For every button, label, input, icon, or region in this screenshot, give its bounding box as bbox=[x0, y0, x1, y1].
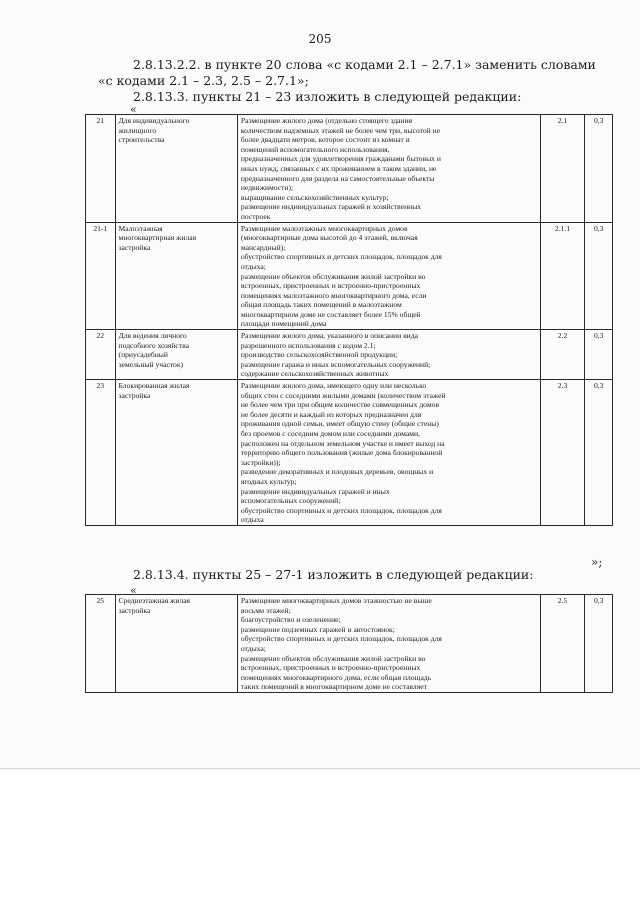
row-description-line: размещение индивидуальных гаражей и иных bbox=[240, 486, 390, 496]
row-name bbox=[115, 115, 237, 223]
land-use-table-2 bbox=[85, 594, 613, 693]
row-description-line: размещение гаража и иных вспомогательных сооружений; bbox=[240, 359, 431, 369]
row-description-line: недвижимости); bbox=[240, 183, 294, 193]
row-value: 0,3 bbox=[585, 115, 613, 223]
row-description-line: ягодных культур; bbox=[240, 476, 297, 486]
table-row bbox=[86, 595, 613, 693]
row-description bbox=[237, 330, 540, 380]
row-description-line: общих стен с соседними жилыми домами (количеством этажей bbox=[240, 390, 446, 400]
row-description-line: разрешенного использования с кодом 2.1; bbox=[240, 340, 376, 350]
row-description-line: территорию общего пользования (жилые дома блокированной bbox=[240, 448, 443, 458]
row-description-line: содержание сельскохозяйственных животных bbox=[240, 369, 389, 379]
row-description-line: обустройство спортивных и детских площадок, площадок для bbox=[240, 252, 442, 262]
row-name-line: застройка bbox=[118, 242, 151, 252]
row-name bbox=[115, 595, 237, 693]
row-value: 0,3 bbox=[585, 380, 613, 526]
row-name bbox=[115, 330, 237, 380]
row-name-line: земельный участок) bbox=[118, 359, 184, 369]
row-description bbox=[237, 222, 540, 330]
row-name-line: многоквартирная жилая bbox=[118, 233, 197, 243]
row-description-line: Размещение жилого дома (отдельно стоящего здания bbox=[240, 116, 413, 125]
row-description-line: вспомогательных сооружений; bbox=[240, 496, 341, 506]
row-description-line: многоквартирном доме не составляет более 15% общей bbox=[240, 309, 421, 319]
row-description-line: иных нужд, связанных с их проживанием в таком здании, не bbox=[240, 163, 437, 173]
paragraph-2-8-13-2-2-line2: «с кодами 2.1 – 2.3, 2.5 – 2.7.1»; bbox=[98, 73, 309, 88]
row-description-line: без проемов с соседним домом или соседними домами, bbox=[240, 429, 420, 438]
row-code: 2.5 bbox=[540, 595, 585, 693]
row-description-line: размещение объектов обслуживания жилой застройки во bbox=[240, 653, 426, 663]
row-description-line: благоустройство и озеленение; bbox=[240, 615, 341, 625]
row-name-line: Среднеэтажная жилая bbox=[118, 596, 191, 605]
land-use-table-1 bbox=[85, 114, 613, 526]
row-description-line: Размещение жилого дома, указанного в описании вида bbox=[240, 331, 418, 341]
row-description-line: размещение объектов обслуживания жилой застройки во bbox=[240, 271, 426, 281]
row-description-line: помещений вспомогательного использования, bbox=[240, 144, 390, 154]
row-description bbox=[237, 595, 540, 693]
row-description-line: размещение индивидуальных гаражей и хозяйственных bbox=[240, 202, 422, 212]
row-code: 2.2 bbox=[540, 330, 585, 380]
row-description-line: расположен на отдельном земельном участке и имеет выход на bbox=[240, 438, 445, 448]
row-description-line: восьми этажей; bbox=[240, 605, 291, 615]
row-name bbox=[115, 380, 237, 526]
row-name-line: застройка bbox=[118, 605, 151, 615]
table-row bbox=[86, 380, 613, 526]
row-description-line: помещениях малоэтажного многоквартирного дома, если bbox=[240, 290, 427, 300]
row-description-line: не более чем три при общем количестве совмещенных домов bbox=[240, 400, 440, 410]
row-description-line: не более десяти и каждый из которых предназначен для bbox=[240, 409, 422, 419]
row-value: 0,3 bbox=[585, 595, 613, 693]
row-number: 22 bbox=[86, 330, 116, 380]
row-name-line: Малоэтажная bbox=[118, 223, 163, 233]
row-description-line: проживания одной семьи, имеет общую стену (общие стены) bbox=[240, 419, 439, 429]
row-description-line: обустройство спортивных и детских площадок, площадок для bbox=[240, 634, 442, 644]
row-code: 2.1.1 bbox=[540, 222, 585, 330]
row-description-line: Размещение малоэтажных многоквартирных домов bbox=[240, 223, 408, 233]
closing-quote: »; bbox=[591, 555, 603, 569]
row-value: 0,3 bbox=[585, 222, 613, 330]
row-description bbox=[237, 380, 540, 526]
row-description-line: предназначенного для раздела на самостоятельные объекты bbox=[240, 173, 435, 183]
row-name-line: (приусадебный bbox=[118, 350, 168, 360]
row-number: 21 bbox=[86, 115, 116, 223]
paragraph-2-8-13-2-2-line1: 2.8.13.2.2. в пункте 20 слова «с кодами 2.1 – 2.7.1» заменить словами bbox=[133, 57, 596, 72]
row-description-line: таких помещений в многоквартирном доме не составляет bbox=[240, 682, 427, 692]
table-row bbox=[86, 115, 613, 223]
row-name-line: Блокированная жилая bbox=[118, 381, 190, 391]
row-description-line: Размещение многоквартирных домов этажностью не выше bbox=[240, 596, 432, 605]
row-description-line: Размещение жилого дома, имеющего одну или несколько bbox=[240, 381, 427, 391]
row-description-line: встроенных, пристроенных и встроенно-пристроенных bbox=[240, 663, 421, 673]
paragraph-2-8-13-3: 2.8.13.3. пункты 21 – 23 изложить в следующей редакции: bbox=[133, 89, 522, 104]
row-description bbox=[237, 115, 540, 223]
row-name-line: застройка bbox=[118, 390, 151, 400]
row-description-line: производство сельскохозяйственной продукции; bbox=[240, 350, 398, 360]
opening-quote-2: « bbox=[130, 584, 137, 597]
row-name bbox=[115, 222, 237, 330]
paragraph-2-8-13-4: 2.8.13.4. пункты 25 – 27-1 изложить в следующей редакции: bbox=[133, 567, 534, 582]
row-description-line: отдыха; bbox=[240, 643, 266, 653]
page-number: 205 bbox=[308, 32, 332, 46]
row-description-line: отдыха bbox=[240, 515, 264, 525]
row-description-line: обустройство спортивных и детских площадок, площадок для bbox=[240, 505, 442, 515]
row-number: 21-1 bbox=[86, 222, 116, 330]
row-code: 2.3 bbox=[540, 380, 585, 526]
row-name-line: подсобного хозяйства bbox=[118, 340, 189, 350]
row-description-line: разведение декоративных и плодовых деревьев, овощных и bbox=[240, 467, 434, 477]
row-description-line: выращивание сельскохозяйственных культур; bbox=[240, 192, 389, 202]
row-name-line: строительства bbox=[118, 135, 165, 145]
row-description-line: (многоквартирные дома высотой до 4 этажей, включая bbox=[240, 233, 418, 243]
row-name-line: Для ведения личного bbox=[118, 331, 187, 341]
row-name-line: жилищного bbox=[118, 125, 157, 135]
row-description-line: общая площадь таких помещений в малоэтажном bbox=[240, 300, 402, 310]
row-number: 25 bbox=[86, 595, 116, 693]
row-description-line: площади помещений дома bbox=[240, 319, 327, 329]
row-value: 0,3 bbox=[585, 330, 613, 380]
row-number: 23 bbox=[86, 380, 116, 526]
table-row bbox=[86, 222, 613, 330]
row-description-line: построек bbox=[240, 211, 271, 221]
row-description-line: помещениях многоквартирного дома, если общая площадь bbox=[240, 672, 432, 682]
row-description-line: мансардный); bbox=[240, 242, 286, 252]
row-description-line: размещение подземных гаражей и автостоянок; bbox=[240, 624, 395, 634]
row-description-line: отдыха; bbox=[240, 261, 266, 271]
table-row bbox=[86, 330, 613, 380]
opening-quote: « bbox=[130, 103, 137, 116]
row-description-line: застройки)); bbox=[240, 457, 281, 467]
row-name-line: Для индивидуального bbox=[118, 116, 190, 125]
row-description-line: более двадцати метров, которое состоит из комнат и bbox=[240, 135, 410, 145]
row-description-line: предназначенных для удовлетворения гражданами бытовых и bbox=[240, 154, 441, 164]
row-description-line: количеством надземных этажей не более чем три, высотой не bbox=[240, 125, 441, 135]
row-description-line: встроенных, пристроенных и встроенно-пристроенных bbox=[240, 281, 421, 291]
row-code: 2.1 bbox=[540, 115, 585, 223]
